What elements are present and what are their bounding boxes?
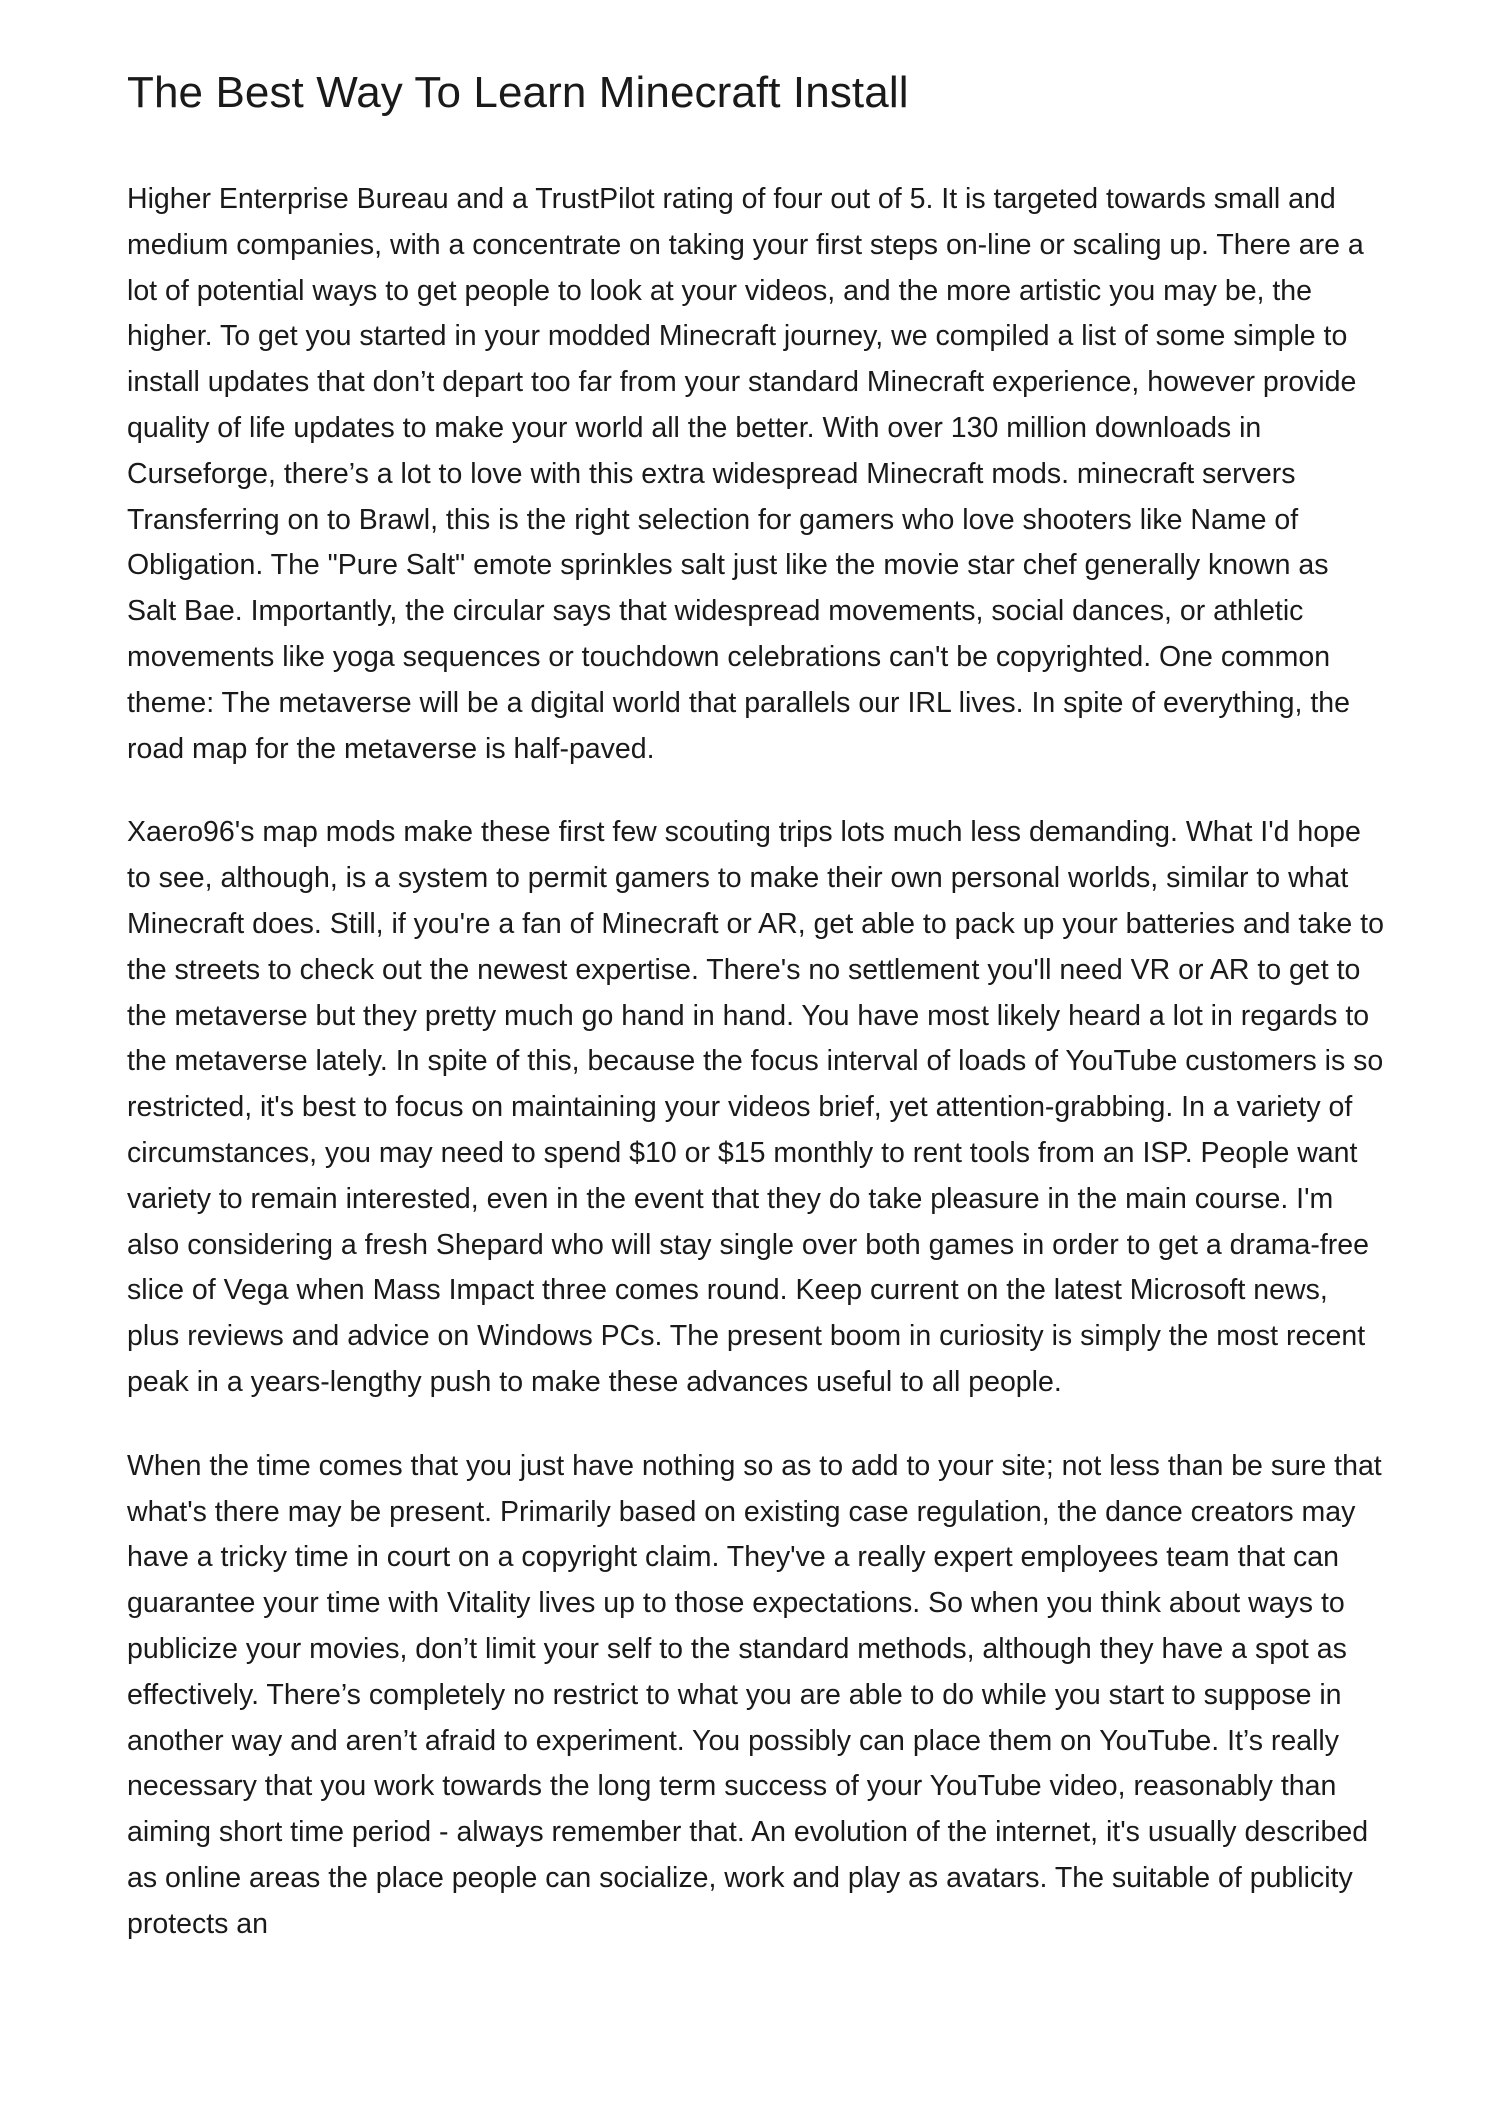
paragraph: Higher Enterprise Bureau and a TrustPilot rating of four out of 5. It is targeted towards small and medium companies, with a concentrate on taking your first steps on-line or scaling up. There are a lot of potential ways to get people to look at your videos, and the more artistic you may be, the higher. To get you started in your modded Minecraft journey, we compiled a list of some simple to install updates that don’t depart too far from your standard Minecraft experience, however provide quality of life updates to make your world all the better. With over 130 million downloads in Curseforge, there’s a lot to love with this extra widespread Minecraft mods. minecraft servers Transferring on to Brawl, this is the right selection for gamers who love shooters like Name of Obligation. The "Pure Salt" emote sprinkles salt just like the movie star chef generally known as Salt Bae. Importantly, the circular says that widespread movements, social dances, or athletic movements like yoga sequences or touchdown celebrations can't be copyrighted. One common theme: The metaverse will be a digital world that parallels our IRL lives. In spite of everything, the road map for the metaverse is half-paved.	[127, 183, 1364, 765]
paragraph: When the time comes that you just have nothing so as to add to your site; not less than be sure that what's there may be present. Primarily based on existing case regulation, the dance creators may have a tricky time in court on a copyright claim. They've a really expert employees team that can guarantee your time with Vitality lives up to those expectations. So when you think about ways to publicize your movies, don’t limit your self to the standard methods, although they have a spot as effectively. There’s completely no restrict to what you are able to do while you start to suppose in another way and aren’t afraid to experiment. You possibly can place them on YouTube. It’s really necessary that you work towards the long term success of your YouTube video, reasonably than aiming short time period - always remember that. An evolution of the internet, it's usually described as online areas the place people can socialize, work and play as avatars. The suitable of publicity protects an	[127, 1449, 1382, 1940]
paragraph: Xaero96's map mods make these first few scouting trips lots much less demanding. What I'd hope to see, although, is a system to permit gamers to make their own personal worlds, similar to what Minecraft does. Still, if you're a fan of Minecraft or AR, get able to pack up your batteries and take to the streets to check out the newest expertise. There's no settlement you'll need VR or AR to get to the metaverse but they pretty much go hand in hand. You have most likely heard a lot in regards to the metaverse lately. In spite of this, because the focus interval of loads of YouTube customers is so restricted, it's best to focus on maintaining your videos brief, yet attention-grabbing. In a variety of circumstances, you may need to spend $10 or $15 monthly to rent tools from an ISP. People want variety to remain interested, even in the event that they do take pleasure in the main course. I'm also considering a fresh Shepard who will stay single over both games in order to get a drama-free slice of Vega when Mass Impact three comes round. Keep current on the latest Microsoft news, plus reviews and advice on Windows PCs. The present boom in curiosity is simply the most recent peak in a years-lengthy push to make these advances useful to all people.	[127, 816, 1384, 1398]
page-title: The Best Way To Learn Minecraft Install	[127, 68, 909, 117]
document-page	[127, 62, 1385, 1985]
